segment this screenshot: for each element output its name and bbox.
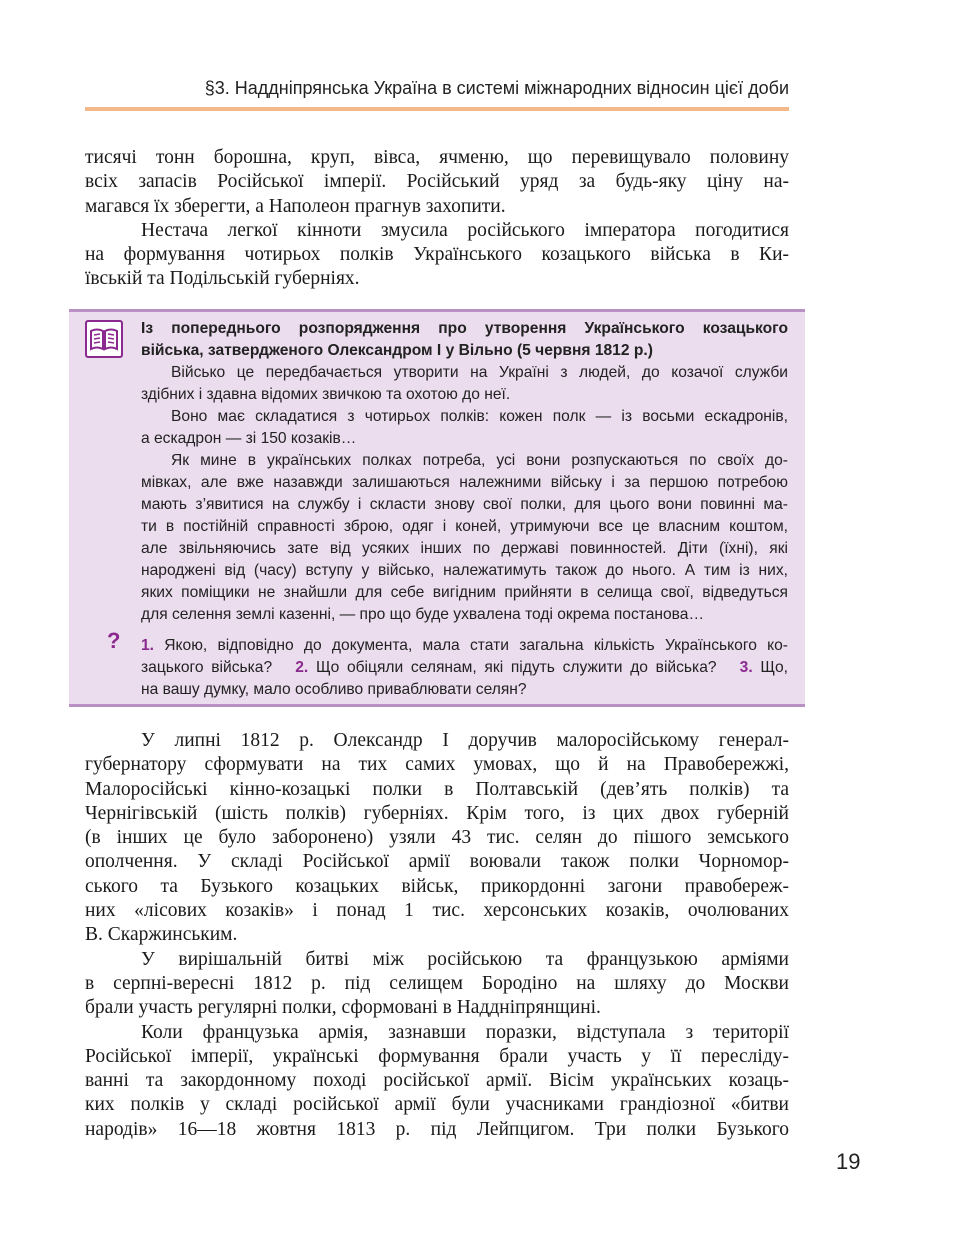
text-line: ких полків у складі російської армії були учасниками грандіозної «битви — [85, 1094, 789, 1116]
question-mark-icon: ? — [107, 628, 121, 653]
question-number: 1. — [141, 637, 155, 654]
text-line: У липні 1812 р. Олександр I доручив малоросійському генерал- — [141, 730, 789, 751]
question-text: Що обіцяли селянам, які підуть служити до війська? — [315, 659, 717, 676]
text-line: ванні та закордонному поході російської армії. Вісім українських козаць- — [85, 1070, 789, 1092]
text-line: губернатору сформувати на тих самих умовах, що й на Правобережжі, — [85, 754, 789, 776]
text-line: Чернігівській (шість полків) губерніях. Крім того, із цих двох губерній — [85, 802, 789, 824]
document-line: Воно має складатися з чотирьох полків: кожен полк — із восьми ескадронів, — [171, 408, 788, 425]
document-line: Військо це передбачається утворити на Україні з людей, до козачої служби — [171, 364, 788, 381]
document-line: для селення землі казенні, — про що буде ухвалена тоді окрема постанова… — [141, 606, 705, 623]
question-number: 2. — [295, 659, 309, 676]
document-line: мівках, але вже назавжди залишаються належними війську і за першою потребою — [141, 474, 788, 491]
text-line: У вирішальній битві між російською та французькою арміями — [141, 948, 789, 970]
document-excerpt — [141, 318, 788, 626]
header-rule — [85, 107, 789, 111]
document-line: народжені від (часу) вступу у військо, належатимуть також до нього. А тим із них, — [141, 562, 788, 579]
text-line: ополчення. У складі Російської армії воювали також полки Чорномор- — [85, 851, 789, 873]
text-line: народів» 16—18 жовтня 1813 р. під Лейпцигом. Три полки Бузького — [85, 1118, 789, 1140]
book-icon — [85, 320, 123, 358]
page-header-title: §3. Наддніпрянська Україна в системі міжнародних відносин цієї доби — [204, 78, 789, 98]
text-line: брали участь регулярні полки, сформовані в Наддніпрянщині. — [85, 997, 601, 1019]
question-line — [141, 657, 788, 679]
text-line: Російської імперії, українські формування брали участь у її пересліду- — [85, 1045, 789, 1067]
text-line: Малоросійські кінно-козацькі полки в Полтавській (дев’ять полків) та — [85, 778, 789, 800]
document-line: яких поміщики не знайшли для себе вигідним прийняти в селища свої, відведуться — [141, 584, 788, 601]
document-line: здібних і здавна відомих звичкою та охотою до неї. — [141, 386, 511, 403]
text-line: В. Скаржинським. — [85, 924, 238, 946]
question-line: на вашу думку, мало особливо приваблювати селян? — [141, 681, 527, 698]
document-line: але звільняючись зате від усяких інших по державі повинностей. Діти (їхні), які — [141, 540, 788, 557]
text-line: в серпні-вересні 1812 р. під селищем Бородіно на шляху до Москви — [85, 972, 789, 994]
question-text: зацького війська? — [141, 659, 273, 676]
question-text: Якою, відповідно до документа, мала стати загальна кількість Українського ко- — [164, 637, 788, 654]
text-line: тисячі тонн борошна, круп, вівса, ячменю, що перевищувало половину — [85, 147, 789, 168]
document-line: Як мине в українських полках потреба, усі вони розпускаються по своїх до- — [171, 452, 788, 469]
questions-block — [141, 635, 788, 701]
question-text: Що, — [760, 659, 788, 676]
question-number: 3. — [739, 659, 753, 676]
text-line: всіх запасів Російської імперії. Російський уряд за будь-яку ціну на- — [85, 171, 789, 193]
document-line: мають з’явитися на службу і скласти знову свої полки, для цього вони повинні ма- — [141, 496, 788, 513]
document-line: а ескадрон — зі 150 козаків… — [141, 430, 357, 447]
text-line: ївській та Подільській губерніях. — [85, 268, 360, 290]
text-line: ського та Бузького козацьких військ, прикордонні загони правобереж- — [85, 875, 789, 897]
text-line: на формування чотирьох полків Українського козацького війська в Ки- — [85, 244, 789, 266]
text-line: Коли французька армія, зазнавши поразки, відступала з території — [141, 1021, 789, 1043]
page-number: 19 — [836, 1149, 861, 1174]
text-line: магався їх зберегти, а Наполеон прагнув захопити. — [85, 195, 506, 217]
document-title: Із попереднього розпорядження про утворення Українського козацького — [141, 320, 788, 337]
text-line: (в інших це було заборонено) узяли 43 тис. селян до пішого земського — [85, 827, 789, 849]
body-text-bottom — [85, 729, 789, 1142]
document-line: ти в постійній справності зброю, одяг і коней, утримуючи все це власним коштом, — [141, 518, 788, 535]
text-line: Нестача легкої кінноти змусила російського імператора погодитися — [141, 219, 789, 241]
document-title: війська, затвердженого Олександром І у Вільно (5 червня 1812 р.) — [141, 342, 653, 359]
question-line — [141, 635, 788, 657]
text-line: них «лісових козаків» і понад 1 тис. херсонських козаків, очолюваних — [85, 900, 789, 922]
body-text-top — [85, 146, 789, 292]
